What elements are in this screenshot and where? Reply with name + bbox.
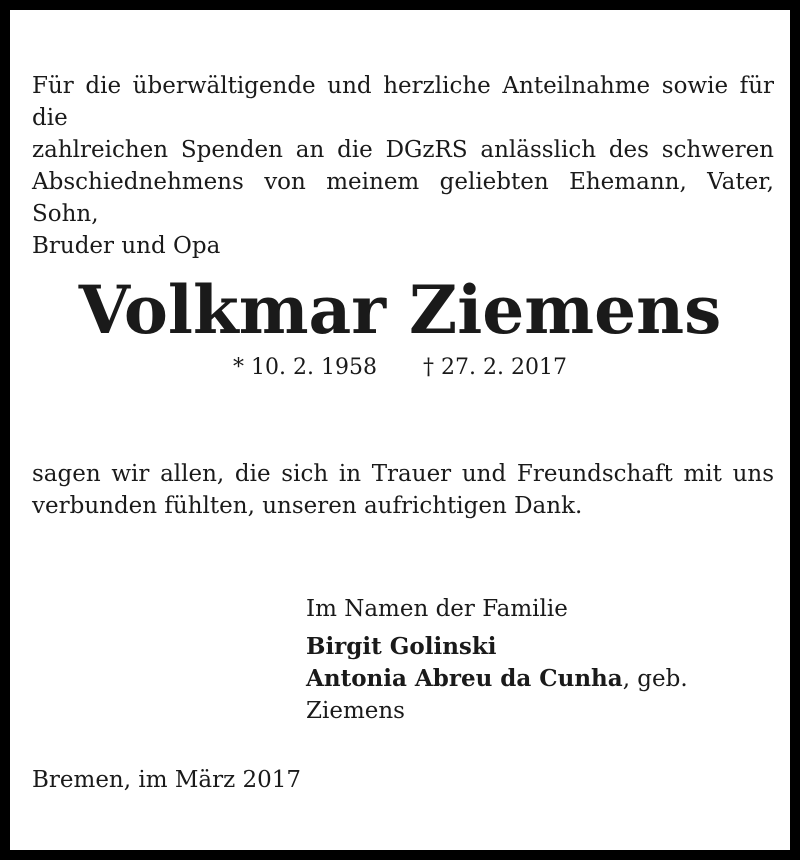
thanks-line-2: verbunden fühlten, unseren aufrichtigen Dank. [32, 493, 583, 519]
signer-1 [306, 631, 776, 663]
thanks-line-1: sagen wir allen, die sich in Trauer und Freundschaft mit uns [32, 461, 774, 487]
intro-line-1: Für die überwältigende und herzliche Anteilnahme sowie für die [32, 73, 774, 131]
thanks-paragraph [32, 458, 774, 522]
signer-2-name: Antonia Abreu da Cunha [306, 665, 623, 692]
place-date: Bremen, im März 2017 [32, 767, 302, 793]
birth-date: * 10. 2. 1958 [233, 355, 377, 380]
signature-intro: Im Namen der Familie [306, 596, 568, 622]
death-date: † 27. 2. 2017 [423, 355, 567, 380]
intro-line-4: Bruder und Opa [32, 233, 221, 259]
intro-line-3: Abschiednehmens von meinem geliebten Ehemann, Vater, Sohn, [32, 169, 774, 227]
signer-1-name: Birgit Golinski [306, 633, 497, 660]
intro-paragraph [32, 70, 774, 262]
signer-2-suffix: , geb. Ziemens [306, 666, 688, 724]
signer-2 [306, 663, 776, 727]
intro-line-2: zahlreichen Spenden an die DGzRS anlässlich des schweren [32, 137, 774, 163]
signature-block [306, 593, 776, 727]
life-dates [10, 353, 790, 383]
deceased-name: Volkmar Ziemens [78, 271, 722, 349]
